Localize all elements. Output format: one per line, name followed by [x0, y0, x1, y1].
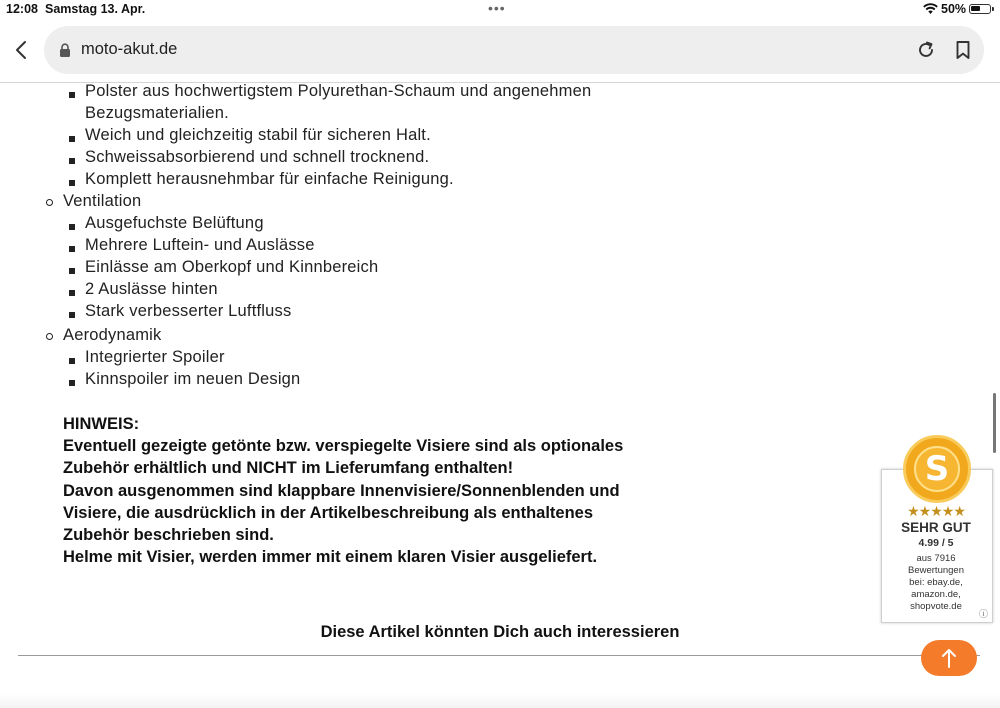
bullet-square [69, 312, 75, 318]
rating-grade: SEHR GUT [901, 520, 971, 535]
divider [18, 655, 980, 656]
notice-heading: HINWEIS: [63, 415, 140, 433]
bullet-square [69, 246, 75, 252]
bullet-square [69, 380, 75, 386]
related-articles-heading: Diese Artikel könnten Dich auch interessieren [320, 623, 680, 641]
notice-line: Helme mit Visier, werden immer mit einem klaren Visier ausgeliefert. [63, 548, 598, 566]
list-item: Komplett herausnehmbar für einfache Reinigung. [85, 170, 454, 188]
status-time: 12:08 [6, 2, 38, 16]
battery-icon [969, 4, 991, 14]
multitasking-dots-icon[interactable]: ••• [488, 0, 506, 16]
list-item: Schweissabsorbierend und schnell trocknend. [85, 148, 430, 166]
status-date: Samstag 13. Apr. [45, 2, 146, 16]
rating-sources-label: bei: ebay.de, [909, 577, 963, 588]
back-icon[interactable] [12, 39, 32, 61]
list-item: Polster aus hochwertigstem Polyurethan-Schaum und angenehmen [85, 82, 592, 100]
battery-fill [971, 6, 980, 11]
list-item: Mehrere Luftein- und Auslässe [85, 236, 315, 254]
bullet-square [69, 224, 75, 230]
shopvote-seal-icon: S [903, 435, 971, 503]
notice-line: Davon ausgenommen sind klappbare Innenvisiere/Sonnenblenden und [63, 482, 620, 500]
list-item: 2 Auslässe hinten [85, 280, 218, 298]
rating-count [880, 553, 992, 613]
reload-icon[interactable] [916, 40, 936, 65]
list-item: Stark verbesserter Luftfluss [85, 302, 292, 320]
notice-line: Zubehör beschrieben sind. [63, 526, 274, 544]
notice-line: Zubehör erhältlich und NICHT im Lieferumfang enthalten! [63, 459, 514, 477]
list-item: Einlässe am Oberkopf und Kinnbereich [85, 258, 379, 276]
bullet-square [69, 158, 75, 164]
rating-stars: ★★★★★ [907, 503, 965, 519]
arrow-up-icon [921, 640, 977, 676]
rating-score: 4.99 / 5 [918, 537, 954, 549]
scroll-indicator[interactable] [993, 393, 996, 453]
section-ventilation: Ventilation [63, 192, 142, 210]
bullet-square [69, 358, 75, 364]
bookmark-icon[interactable] [954, 40, 972, 65]
url-text: moto-akut.de [81, 40, 178, 58]
rating-source: shopvote.de [910, 601, 962, 612]
bullet-circle [46, 333, 53, 340]
bullet-square [69, 268, 75, 274]
scroll-to-top-button[interactable] [921, 640, 977, 676]
bullet-square [69, 180, 75, 186]
section-aerodynamik: Aerodynamik [63, 326, 162, 344]
info-icon[interactable]: ⓘ [979, 609, 989, 619]
shopvote-badge[interactable] [880, 435, 994, 623]
list-item: Bezugsmaterialien. [85, 104, 229, 122]
rating-source: amazon.de, [911, 589, 961, 600]
bullet-square [69, 92, 75, 98]
bullet-circle [46, 199, 53, 206]
browser-toolbar [0, 20, 1000, 83]
notice-line: Visiere, die ausdrücklich in der Artikelbeschreibung als enthaltenes [63, 504, 594, 522]
wifi-icon [923, 3, 938, 18]
bullet-square [69, 136, 75, 142]
notice-line: Eventuell gezeigte getönte bzw. verspiegelte Visiere sind als optionales [63, 437, 624, 455]
list-item: Kinnspoiler im neuen Design [85, 370, 301, 388]
list-item: Weich und gleichzeitig stabil für sicheren Halt. [85, 126, 431, 144]
bullet-square [69, 290, 75, 296]
rating-count-line: aus 7916 [916, 553, 956, 564]
list-item: Ausgefuchste Belüftung [85, 214, 264, 232]
address-bar[interactable] [44, 26, 984, 74]
list-item: Integrierter Spoiler [85, 348, 225, 366]
battery-percent: 50% [941, 2, 967, 16]
bottom-edge [0, 694, 1000, 708]
lock-icon [59, 43, 71, 63]
status-bar [0, 0, 1000, 20]
rating-reviews-label: Bewertungen [908, 565, 964, 576]
